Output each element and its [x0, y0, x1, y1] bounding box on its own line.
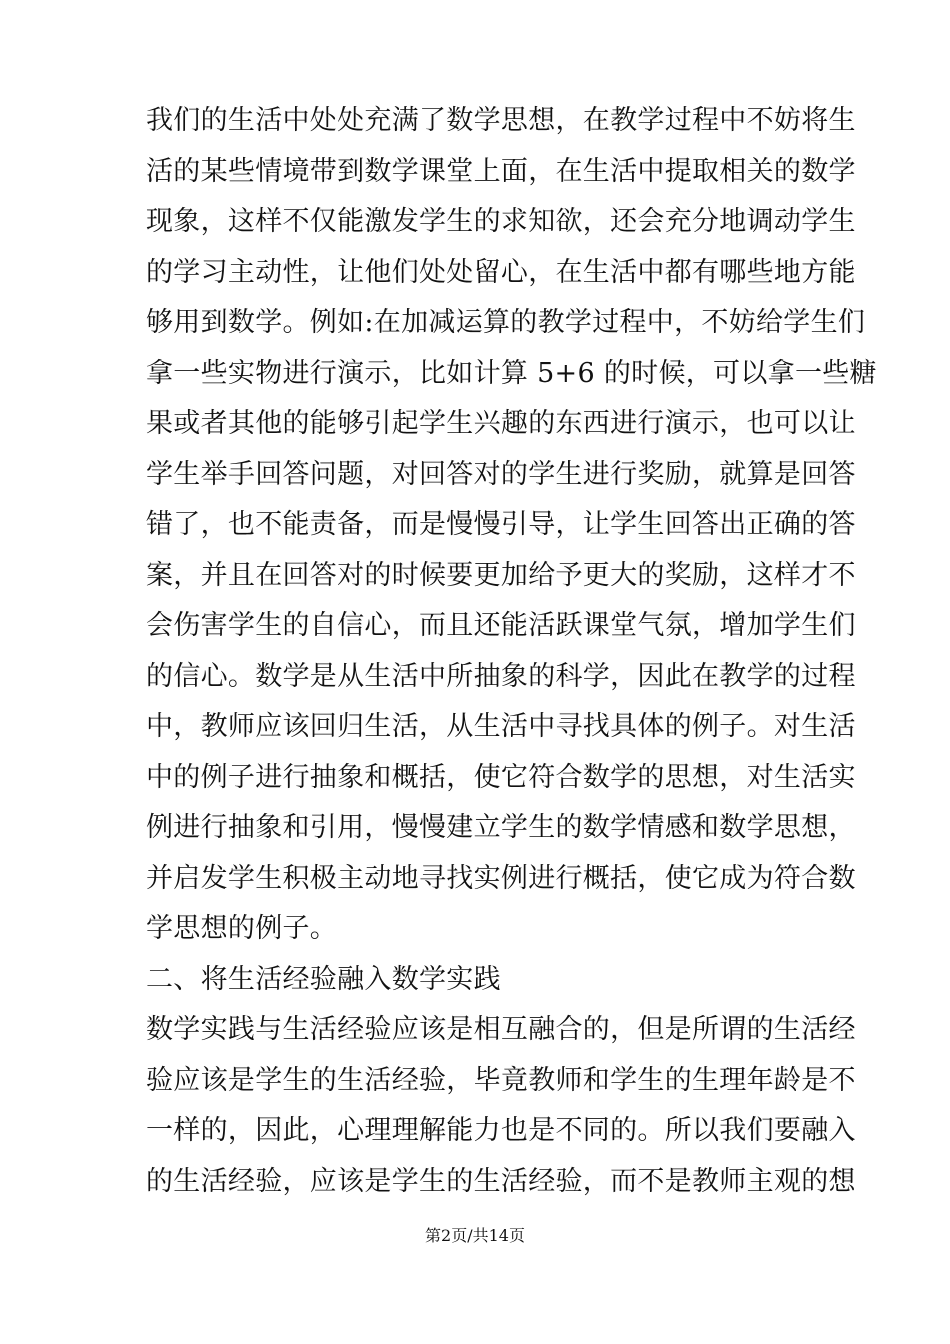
text-line: 案，并且在回答对的时候要更加给予更大的奖励，这样才不 [146, 559, 856, 591]
text-line: 的生活经验，应该是学生的生活经验，而不是教师主观的想 [146, 1165, 856, 1197]
text-line: 一样的，因此，心理理解能力也是不同的。所以我们要融入 [146, 1115, 856, 1146]
text-line: 学思想的例子。 [146, 913, 338, 944]
text-line: 我们的生活中处处充满了数学思想，在教学过程中不妨将生 [146, 105, 856, 136]
text-line: 例进行抽象和引用，慢慢建立学生的数学情感和数学思想， [146, 812, 856, 843]
body-text [146, 96, 877, 1207]
text-line: 会伤害学生的自信心，而且还能活跃课堂气氛，增加学生们 [146, 610, 856, 641]
text-line: 的信心。数学是从生活中所抽象的科学，因此在教学的过程 [146, 660, 856, 692]
text-line: 数学实践与生活经验应该是相互融合的，但是所谓的生活经 [146, 1014, 856, 1045]
text-line: 果或者其他的能够引起学生兴趣的东西进行演示，也可以让 [146, 408, 856, 439]
text-line: 中的例子进行抽象和概括，使它符合数学的思想，对生活实 [146, 761, 856, 793]
text-line: 中，教师应该回归生活，从生活中寻找具体的例子。对生活 [146, 711, 856, 742]
text-line: 拿一些实物进行演示，比如计算 5+6 的时候，可以拿一些糖 [146, 357, 877, 389]
text-line: 现象，这样不仅能激发学生的求知欲，还会充分地调动学生 [146, 206, 856, 237]
text-line: 活的某些情境带到数学课堂上面，在生活中提取相关的数学 [146, 155, 856, 187]
section-heading: 二、将生活经验融入数学实践 [146, 963, 501, 995]
text-line: 的学习主动性，让他们处处留心，在生活中都有哪些地方能 [146, 256, 856, 288]
text-line: 验应该是学生的生活经验，毕竟教师和学生的生理年龄是不 [146, 1064, 856, 1096]
page-number-footer: 第2页/共14页 [425, 1226, 525, 1245]
text-line: 错了，也不能责备，而是慢慢引导，让学生回答出正确的答 [146, 509, 856, 540]
text-line: 学生举手回答问题，对回答对的学生进行奖励，就算是回答 [146, 458, 856, 490]
text-line: 够用到数学。例如:在加减运算的教学过程中，不妨给学生们 [146, 307, 866, 338]
text-line: 并启发学生积极主动地寻找实例进行概括，使它成为符合数 [146, 862, 856, 894]
